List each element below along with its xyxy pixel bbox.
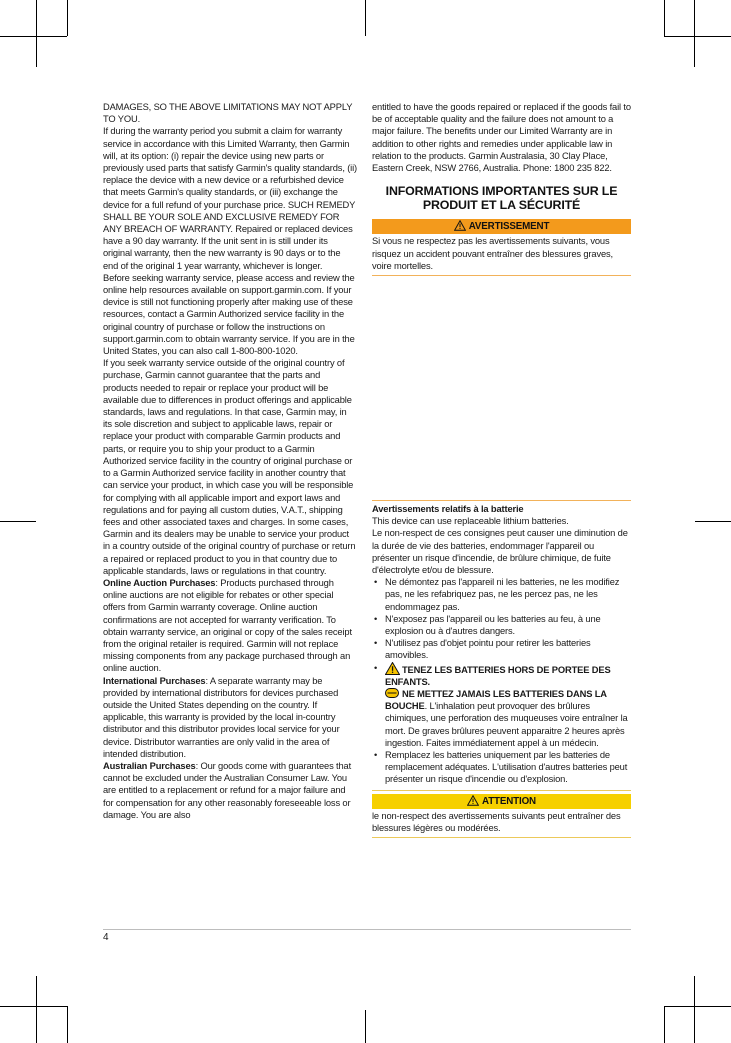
paragraph: DAMAGES, SO THE ABOVE LIMITATIONS MAY NOT APPLY TO YOU. — [103, 102, 353, 125]
australian-label: Australian Purchases — [103, 760, 196, 771]
crop-mark — [694, 0, 695, 67]
crop-mark — [365, 0, 366, 36]
paragraph-text: : Our goods come with guarantees that cannot be excluded under the Australian Consumer Law. You are entitled to a replacement or refund for a major failure and for compensation for any other reasonably foreseeable loss or damage. You are also — [103, 760, 352, 820]
footer-divider — [103, 929, 631, 930]
paragraph: If you seek warranty service outside of the original country of purchase, Garmin cannot guarantee that the parts and products needed to repair or replace your product will be available due to differences in product offerings and applicable standards, laws and regulations. In that case, Garmin may, in its sole discretion and subject to applicable laws, repair or replace your product with comparable Garmin products and parts, or require you to ship your product to a Garmin Authorized service facility in the country of original purchase or to a Garmin Authorized service facility in another country that can service your product, in which case you will be responsible for complying with all applicable import and export laws and regulations and for paying all custom duties, V.A.T., shipping fees and other associated taxes and charges. In some cases, Garmin and its dealers may be unable to service your product in a country outside of the original country of purchase or return a repaired or replaced product to you in that country due to applicable standards, laws or regulations in that country. — [103, 358, 356, 576]
list-item: • N'exposez pas l'appareil ou les batteries au feu, à une explosion ou à d'autres dangers. — [372, 613, 631, 637]
paragraph — [103, 675, 357, 760]
list-item: • Ne démontez pas l'appareil ni les batteries, ne les modifiez pas, ne les refabriquez pas, ne les percez pas, ne les endommagez pas. — [372, 576, 631, 613]
paragraph-text: : Products purchased through online auctions are not eligible for rebates or other special offers from Garmin warranty coverage. Online auction confirmations are not accepted for warranty verification. To obtain warranty service, an original or copy of the sales receipt from the original retailer is required. Garmin will not replace missing components from any package purchased through an online auction. — [103, 577, 352, 674]
paragraph: Le non-respect de ces consignes peut causer une diminution de la durée de vie des batteries, endommager l'appareil ou présenter un risque d'incendie, de brûlure chimique, de fuite d'électrolyte et/ou de blessure. — [372, 528, 628, 576]
mouth-warning: NE METTEZ JAMAIS LES BATTERIES DANS LA BOUCHE — [385, 689, 607, 712]
warning-text-block — [372, 234, 631, 276]
crop-mark — [664, 1006, 665, 1043]
crop-mark — [67, 0, 68, 36]
international-label: International Purchases — [103, 675, 206, 686]
page-number: 4 — [103, 932, 109, 943]
list-item: • N'utilisez pas d'objet pointu pour retirer les batteries amovibles. — [372, 637, 631, 661]
online-auction-label: Online Auction Purchases — [103, 577, 216, 588]
divider — [372, 786, 631, 791]
warning-triangle-icon — [454, 220, 466, 231]
paragraph — [103, 760, 357, 821]
crop-mark — [0, 1006, 67, 1007]
crop-mark — [36, 976, 37, 1043]
warning-banner — [372, 219, 631, 234]
paragraph: This device can use replaceable lithium batteries. — [372, 516, 569, 527]
crop-mark — [0, 521, 36, 522]
left-column — [103, 101, 357, 821]
crop-mark — [365, 1010, 366, 1043]
warning-triangle-icon — [385, 662, 400, 675]
warning-label: AVERTISSEMENT — [468, 221, 550, 233]
crop-mark — [67, 1006, 68, 1043]
right-column — [372, 101, 631, 838]
blank-space — [372, 276, 631, 500]
battery-section — [372, 500, 631, 786]
list-item: • Remplacez les batteries uniquement par les batteries de remplacement adéquates. L'utilisation d'autres batteries peut présenter un risque d'incendie ou d'explosion. — [372, 749, 631, 786]
crop-mark — [695, 521, 731, 522]
crop-mark — [664, 1006, 731, 1007]
warning-text: Si vous ne respectez pas les avertissements suivants, vous risquez un accident pouvant entraîner des blessures graves, voire mortelles. — [372, 236, 613, 271]
list-item-text: . L'inhalation peut provoquer des brûlures chimiques, une perforation des muqueuses voire entraîner la mort. De graves brûlures peuvent apparaitre 2 heures après ingestion. Faites immédiatement appel à un médecin. — [385, 701, 628, 748]
caution-banner — [372, 794, 631, 809]
crop-mark — [0, 36, 67, 37]
crop-mark — [664, 36, 731, 37]
battery-heading: Avertissements relatifs à la batterie — [372, 504, 524, 515]
crop-mark — [694, 976, 695, 1043]
crop-mark — [664, 0, 665, 36]
child-warning: TENEZ LES BATTERIES HORS DE PORTEE DES ENFANTS. — [385, 664, 611, 687]
paragraph: entitled to have the goods repaired or replaced if the goods fail to be of acceptable quality and the failure does not amount to a major failure. The benefits under our Limited Warranty are in addition to other rights and remedies under applicable law in relation to the products. Garmin Australasia, 30 Clay Place, Eastern Creek, NSW 2766, Australia. Phone: 1800 235 822. — [372, 102, 631, 174]
caution-text: le non-respect des avertissements suivants peut entraîner des blessures légères ou modérées. — [372, 810, 621, 833]
list-item — [372, 662, 631, 749]
paragraph: Before seeking warranty service, please access and review the online help resources available on support.garmin.com. If your device is still not functioning properly after making use of these resources, contact a Garmin Authorized service facility in the original country of purchase or follow the instructions on support.garmin.com to obtain warranty service. If you are in the United States, you can also call 1-800-800-1020. — [103, 272, 355, 357]
safety-heading: INFORMATIONS IMPORTANTES SUR LE PRODUIT ET LA SÉCURITÉ — [385, 184, 618, 212]
paragraph: If during the warranty period you submit a claim for warranty service in accordance with this Limited Warranty, then Garmin will, at its option: (i) repair the device using new parts or previously used parts that satisfy Garmin's quality standards, (ii) replace the device with a new device or a refurbished device that meets Garmin's quality standards, or (iii) exchange the device for a full refund of your purchase price. SUCH REMEDY SHALL BE YOUR SOLE AND EXCLUSIVE REMEDY FOR ANY BREACH OF WARRANTY. Repaired or replaced devices have a 90 day warranty. If the unit sent in is still under its original warranty, then the new warranty is 90 days or to the end of the original 1 year warranty, whichever is longer. — [103, 126, 357, 271]
crop-mark — [36, 0, 37, 67]
warning-triangle-icon — [467, 795, 479, 806]
battery-warnings-list — [372, 576, 631, 785]
battery-pill-icon — [385, 688, 399, 698]
paragraph — [103, 577, 357, 675]
paragraph-text: : A separate warranty may be provided by international distributors for devices purchased outside the United States depending on the country. If applicable, this warranty is provided by the local in-country distributor and this distributor provides local service for your device. Distributor warranties are only valid in the area of intended distribution. — [103, 675, 340, 759]
caution-label: ATTENTION — [482, 795, 536, 807]
caution-text-block — [372, 809, 631, 838]
